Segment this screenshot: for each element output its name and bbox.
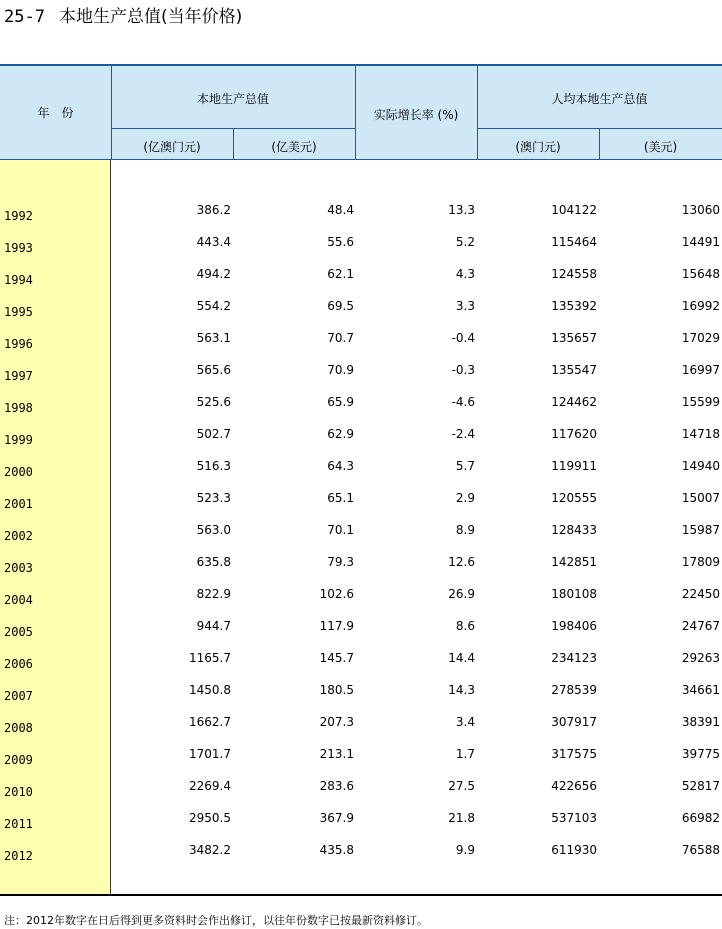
- header-gdp-mop: (亿澳门元): [143, 140, 201, 154]
- cell-gdp-mop: 525.6: [196, 395, 231, 409]
- cell-gdp-mop: 443.4: [196, 235, 231, 249]
- table-row: [0, 354, 722, 386]
- table-bottom-rule: [0, 894, 722, 896]
- table-header: [0, 64, 722, 160]
- cell-growth: 27.5: [448, 779, 475, 793]
- cell-pc-mop: 135657: [551, 331, 597, 345]
- cell-pc-usd: 15599: [681, 395, 720, 409]
- cell-growth: -4.6: [451, 395, 475, 409]
- cell-growth: 3.3: [455, 299, 475, 313]
- cell-pc-mop: 611930: [551, 843, 597, 857]
- cell-gdp-usd: 79.3: [327, 555, 354, 569]
- cell-year: 1997: [4, 369, 33, 383]
- cell-gdp-usd: 70.9: [327, 363, 354, 377]
- cell-pc-mop: 120555: [551, 491, 597, 505]
- cell-pc-mop: 317575: [551, 747, 597, 761]
- cell-gdp-mop: 1165.7: [189, 651, 231, 665]
- cell-pc-usd: 17809: [681, 555, 720, 569]
- cell-gdp-usd: 65.9: [327, 395, 354, 409]
- cell-pc-mop: 422656: [551, 779, 597, 793]
- cell-pc-mop: 124558: [551, 267, 597, 281]
- table-row: [0, 546, 722, 578]
- cell-pc-mop: 128433: [551, 523, 597, 537]
- cell-growth: 1.7: [455, 747, 475, 761]
- table-row: [0, 194, 722, 226]
- table-row: [0, 450, 722, 482]
- cell-year: 1993: [4, 241, 33, 255]
- cell-gdp-mop: 635.8: [196, 555, 231, 569]
- cell-gdp-usd: 435.8: [319, 843, 354, 857]
- cell-gdp-usd: 283.6: [319, 779, 354, 793]
- cell-year: 1999: [4, 433, 33, 447]
- table-row: [0, 802, 722, 834]
- cell-year: 2003: [4, 561, 33, 575]
- cell-gdp-usd: 213.1: [319, 747, 354, 761]
- cell-gdp-usd: 65.1: [327, 491, 354, 505]
- cell-gdp-usd: 367.9: [319, 811, 354, 825]
- cell-pc-mop: 135547: [551, 363, 597, 377]
- table-number: 25-7: [4, 7, 45, 27]
- table-row: [0, 386, 722, 418]
- header-gdp-usd: (亿美元): [271, 140, 317, 154]
- cell-gdp-mop: 523.3: [196, 491, 231, 505]
- cell-pc-mop: 119911: [551, 459, 597, 473]
- cell-gdp-mop: 554.2: [196, 299, 231, 313]
- cell-gdp-mop: 2269.4: [189, 779, 231, 793]
- cell-pc-usd: 39775: [681, 747, 720, 761]
- cell-year: 2004: [4, 593, 33, 607]
- cell-year: 1992: [4, 209, 33, 223]
- cell-growth: -2.4: [451, 427, 475, 441]
- cell-gdp-mop: 565.6: [196, 363, 231, 377]
- cell-gdp-mop: 516.3: [196, 459, 231, 473]
- cell-pc-mop: 135392: [551, 299, 597, 313]
- cell-pc-mop: 142851: [551, 555, 597, 569]
- cell-growth: 14.3: [448, 683, 475, 697]
- cell-growth: 14.4: [448, 651, 475, 665]
- cell-gdp-usd: 207.3: [319, 715, 354, 729]
- cell-year: 2005: [4, 625, 33, 639]
- cell-gdp-usd: 145.7: [319, 651, 354, 665]
- cell-gdp-usd: 62.1: [327, 267, 354, 281]
- table-row: [0, 514, 722, 546]
- table-row: [0, 834, 722, 866]
- cell-year: 2008: [4, 721, 33, 735]
- cell-growth: 8.9: [455, 523, 475, 537]
- cell-pc-usd: 16992: [681, 299, 720, 313]
- cell-pc-usd: 38391: [681, 715, 720, 729]
- cell-gdp-usd: 62.9: [327, 427, 354, 441]
- table-row: [0, 226, 722, 258]
- cell-gdp-usd: 117.9: [319, 619, 354, 633]
- cell-pc-usd: 14718: [681, 427, 720, 441]
- cell-pc-usd: 13060: [681, 203, 720, 217]
- cell-growth: 26.9: [448, 587, 475, 601]
- cell-growth: 2.9: [455, 491, 475, 505]
- header-growth: 实际增长率 (%): [373, 108, 459, 122]
- cell-year: 2010: [4, 785, 33, 799]
- header-per-capita: 人均本地生产总值: [551, 92, 648, 106]
- table-row: [0, 738, 722, 770]
- cell-pc-usd: 15987: [681, 523, 720, 537]
- cell-pc-usd: 24767: [681, 619, 720, 633]
- header-pc-usd: (美元): [643, 140, 678, 154]
- cell-pc-usd: 17029: [681, 331, 720, 345]
- cell-year: 1994: [4, 273, 33, 287]
- cell-year: 2000: [4, 465, 33, 479]
- cell-gdp-usd: 180.5: [319, 683, 354, 697]
- cell-growth: 9.9: [455, 843, 475, 857]
- cell-gdp-usd: 48.4: [327, 203, 354, 217]
- header-year: 年 份: [37, 106, 74, 120]
- cell-gdp-usd: 64.3: [327, 459, 354, 473]
- cell-pc-mop: 234123: [551, 651, 597, 665]
- cell-growth: 21.8: [448, 811, 475, 825]
- cell-gdp-mop: 944.7: [196, 619, 231, 633]
- table-row: [0, 610, 722, 642]
- cell-pc-mop: 117620: [551, 427, 597, 441]
- table-title: 本地生产总值(当年价格): [58, 7, 243, 27]
- header-gdp: 本地生产总值: [196, 92, 269, 106]
- table-row: [0, 642, 722, 674]
- cell-pc-mop: 278539: [551, 683, 597, 697]
- cell-gdp-mop: 822.9: [196, 587, 231, 601]
- cell-year: 2009: [4, 753, 33, 767]
- page-title: [4, 6, 242, 28]
- cell-pc-mop: 180108: [551, 587, 597, 601]
- cell-pc-usd: 15648: [681, 267, 720, 281]
- cell-pc-usd: 34661: [681, 683, 720, 697]
- cell-pc-usd: 66982: [681, 811, 720, 825]
- cell-year: 2011: [4, 817, 33, 831]
- table-row: [0, 578, 722, 610]
- cell-year: 2001: [4, 497, 33, 511]
- cell-gdp-mop: 1450.8: [189, 683, 231, 697]
- cell-growth: 5.2: [455, 235, 475, 249]
- cell-year: 2007: [4, 689, 33, 703]
- cell-gdp-mop: 2950.5: [189, 811, 231, 825]
- cell-gdp-mop: 1662.7: [189, 715, 231, 729]
- cell-year: 1996: [4, 337, 33, 351]
- cell-pc-usd: 29263: [681, 651, 720, 665]
- table-row: [0, 482, 722, 514]
- cell-year: 1995: [4, 305, 33, 319]
- cell-pc-mop: 307917: [551, 715, 597, 729]
- cell-gdp-usd: 55.6: [327, 235, 354, 249]
- table-row: [0, 290, 722, 322]
- cell-pc-mop: 124462: [551, 395, 597, 409]
- cell-growth: -0.3: [451, 363, 475, 377]
- cell-pc-mop: 198406: [551, 619, 597, 633]
- cell-pc-mop: 537103: [551, 811, 597, 825]
- cell-gdp-mop: 3482.2: [189, 843, 231, 857]
- cell-pc-usd: 76588: [681, 843, 720, 857]
- cell-year: 1998: [4, 401, 33, 415]
- header-pc-mop: (澳门元): [515, 140, 561, 154]
- cell-growth: 3.4: [455, 715, 475, 729]
- table-row: [0, 322, 722, 354]
- cell-gdp-usd: 69.5: [327, 299, 354, 313]
- cell-gdp-usd: 70.1: [327, 523, 354, 537]
- cell-year: 2012: [4, 849, 33, 863]
- table-row: [0, 706, 722, 738]
- cell-gdp-mop: 1701.7: [189, 747, 231, 761]
- footnote: 注：2012年数字在日后得到更多资料时会作出修订，以往年份数字已按最新资料修订。: [4, 914, 428, 927]
- cell-growth: 5.7: [455, 459, 475, 473]
- cell-pc-usd: 22450: [681, 587, 720, 601]
- cell-growth: 12.6: [448, 555, 475, 569]
- table-row: [0, 418, 722, 450]
- cell-pc-usd: 15007: [681, 491, 720, 505]
- table-row: [0, 258, 722, 290]
- cell-pc-usd: 14491: [681, 235, 720, 249]
- cell-gdp-mop: 386.2: [196, 203, 231, 217]
- cell-pc-usd: 52817: [681, 779, 720, 793]
- cell-pc-mop: 104122: [551, 203, 597, 217]
- cell-gdp-mop: 563.0: [196, 523, 231, 537]
- cell-gdp-usd: 70.7: [327, 331, 354, 345]
- cell-gdp-usd: 102.6: [319, 587, 354, 601]
- cell-gdp-mop: 502.7: [196, 427, 231, 441]
- cell-year: 2002: [4, 529, 33, 543]
- table-row: [0, 674, 722, 706]
- cell-year: 2006: [4, 657, 33, 671]
- table-row: [0, 770, 722, 802]
- cell-gdp-mop: 563.1: [196, 331, 231, 345]
- cell-pc-usd: 16997: [681, 363, 720, 377]
- cell-growth: -0.4: [451, 331, 475, 345]
- cell-growth: 8.6: [455, 619, 475, 633]
- cell-growth: 4.3: [455, 267, 475, 281]
- cell-pc-usd: 14940: [681, 459, 720, 473]
- cell-gdp-mop: 494.2: [196, 267, 231, 281]
- cell-growth: 13.3: [448, 203, 475, 217]
- cell-pc-mop: 115464: [551, 235, 597, 249]
